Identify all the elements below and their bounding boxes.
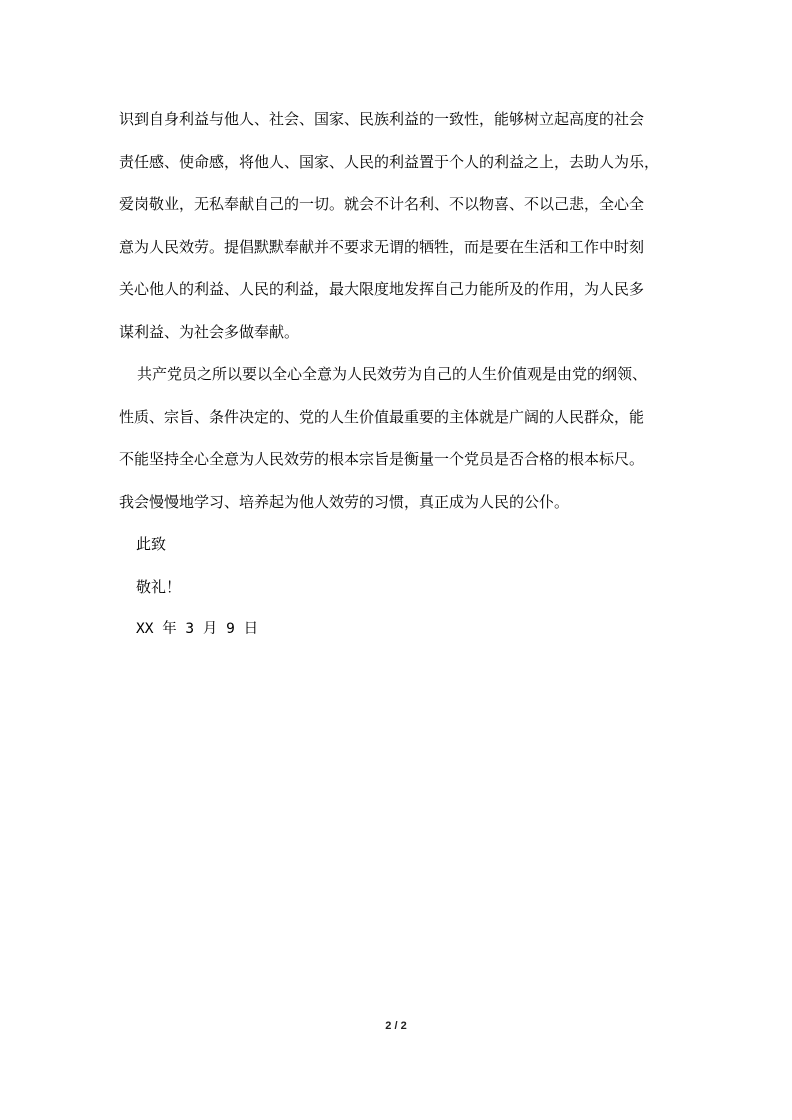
paragraph-line: 谋利益、为社会多做奉献。 [119, 322, 300, 341]
paragraph-line: 共产党员之所以要以全心全意为人民效劳为自己的人生价值观是由党的纲领、 [137, 365, 648, 383]
page-number: 2 / 2 [385, 1020, 407, 1032]
paragraph-2 [119, 353, 679, 523]
paragraph-line: 我会慢慢地学习、培养起为他人效劳的习惯，真正成为人民的公仆。 [119, 492, 570, 511]
letter-date: XX 年 3 月 9 日 [136, 621, 259, 637]
paragraph-1 [119, 98, 679, 353]
paragraph-line: 识到自身利益与他人、社会、国家、民族利益的一致性，能够树立起高度的社会 [119, 110, 645, 128]
paragraph-line: 性质、宗旨、条件决定的、党的人生价值最重要的主体就是广阔的人民群众，能 [119, 407, 645, 426]
paragraph-line: 责任感、使命感，将他人、国家、人民的利益置于个人的利益之上，去助人为乐， [119, 152, 660, 171]
salute-text: 敬礼！ [136, 577, 182, 596]
document-body [119, 98, 679, 651]
closing-text: 此致 [136, 535, 167, 553]
paragraph-line: 意为人民效劳。提倡默默奉献并不要求无谓的牺牲，而是要在生活和工作中时刻 [119, 237, 645, 256]
paragraph-line: 关心他人的利益、人民的利益，最大限度地发挥自己力能所及的作用，为人民多 [119, 280, 645, 298]
paragraph-line: 不能坚持全心全意为人民效劳的根本宗旨是衡量一个党员是否合格的根本标尺。 [119, 450, 645, 468]
paragraph-line: 爱岗敬业，无私奉献自己的一切。就会不计名利、不以物喜、不以己悲，全心全 [119, 195, 645, 213]
